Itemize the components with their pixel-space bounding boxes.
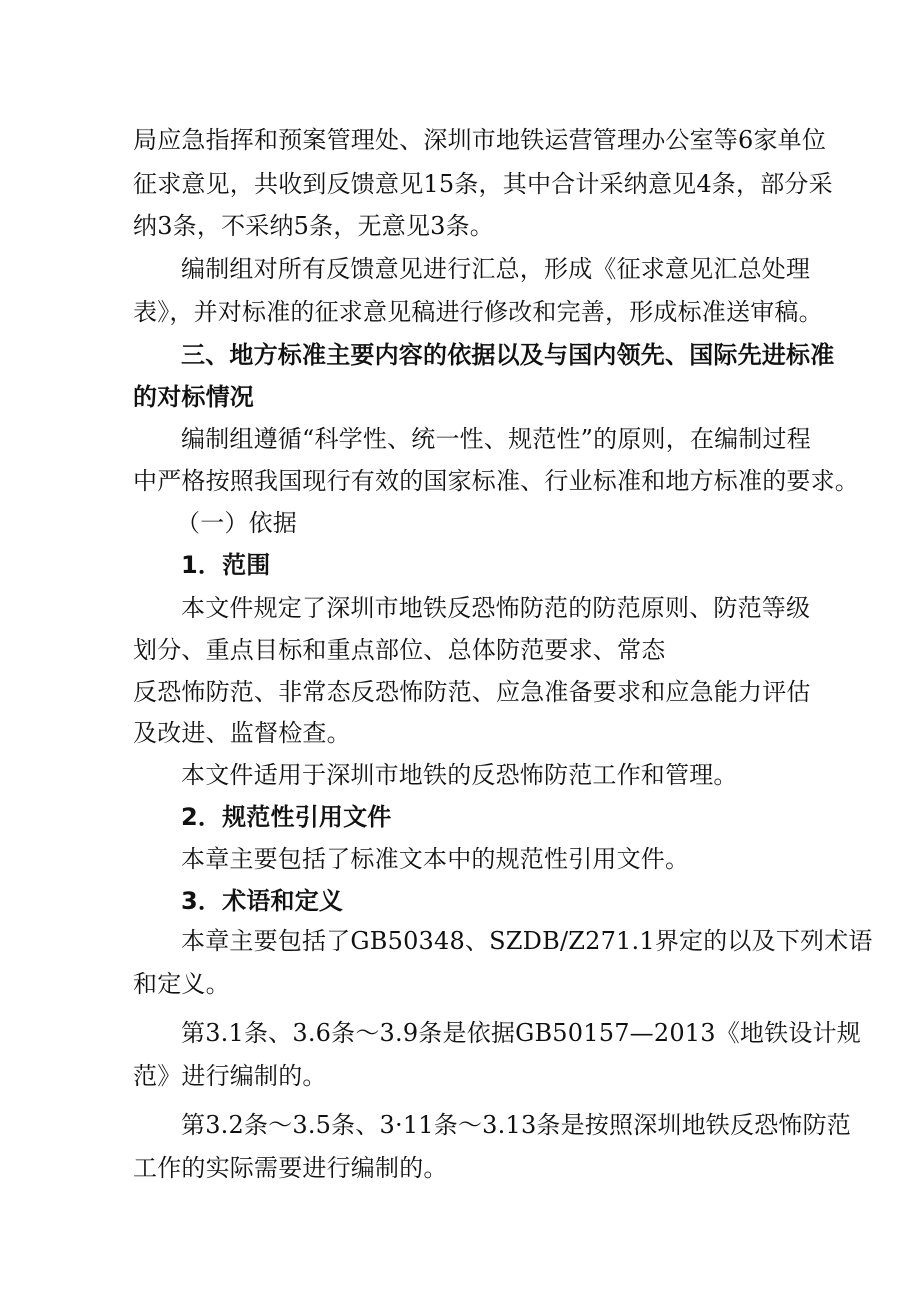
paragraph-line: 征求意见，共收到反馈意见15条，其中合计采纳意见4条，部分采 — [133, 170, 833, 198]
section-heading: 三、地方标准主要内容的依据以及与国内领先、国际先进标准 — [181, 341, 835, 369]
paragraph-line: 纳3条，不采纳5条，无意见3条。 — [133, 212, 495, 240]
clause-heading: 3．术语和定义 — [181, 887, 344, 915]
section-heading: 的对标情况 — [133, 383, 254, 411]
paragraph-line: 表》，并对标准的征求意见稿进行修改和完善，形成标准送审稿。 — [133, 298, 823, 326]
paragraph-line: 本文件规定了深圳市地铁反恐怖防范的防范原则、防范等级 — [181, 594, 811, 622]
paragraph-line: 编制组对所有反馈意见进行汇总，形成《征求意见汇总处理 — [181, 255, 811, 283]
paragraph-line: 本文件适用于深圳市地铁的反恐怖防范工作和管理。 — [181, 761, 738, 789]
paragraph-line: 工作的实际需要进行编制的。 — [133, 1154, 448, 1182]
paragraph-line: 范》进行编制的。 — [133, 1062, 327, 1090]
clause-heading: 1．范围 — [181, 551, 271, 579]
paragraph-line: 第3.1条、3.6条～3.9条是依据GB50157—2013《地铁设计规 — [181, 1019, 861, 1047]
paragraph-line: 和定义。 — [133, 970, 230, 998]
paragraph-line: 中严格按照我国现行有效的国家标准、行业标准和地方标准的要求。 — [133, 467, 859, 495]
clause-heading: 2．规范性引用文件 — [181, 803, 392, 831]
subsection-heading: （一）依据 — [176, 509, 297, 537]
paragraph-line: 局应急指挥和预案管理处、深圳市地铁运营管理办公室等6家单位 — [133, 126, 827, 154]
paragraph-line: 第3.2条～3.5条、3·11条～3.13条是按照深圳地铁反恐怖防范 — [181, 1111, 852, 1139]
paragraph-line: 本章主要包括了GB50348、SZDB/Z271.1界定的以及下列术语 — [181, 927, 873, 955]
paragraph-line: 及改进、监督检查。 — [133, 719, 351, 747]
paragraph-line: 本章主要包括了标准文本中的规范性引用文件。 — [181, 845, 690, 873]
paragraph-line: 反恐怖防范、非常态反恐怖防范、应急准备要求和应急能力评估 — [133, 678, 811, 706]
paragraph-line: 编制组遵循“科学性、统一性、规范性”的原则，在编制过程 — [181, 425, 811, 453]
paragraph-line: 划分、重点目标和重点部位、总体防范要求、常态 — [133, 636, 666, 664]
